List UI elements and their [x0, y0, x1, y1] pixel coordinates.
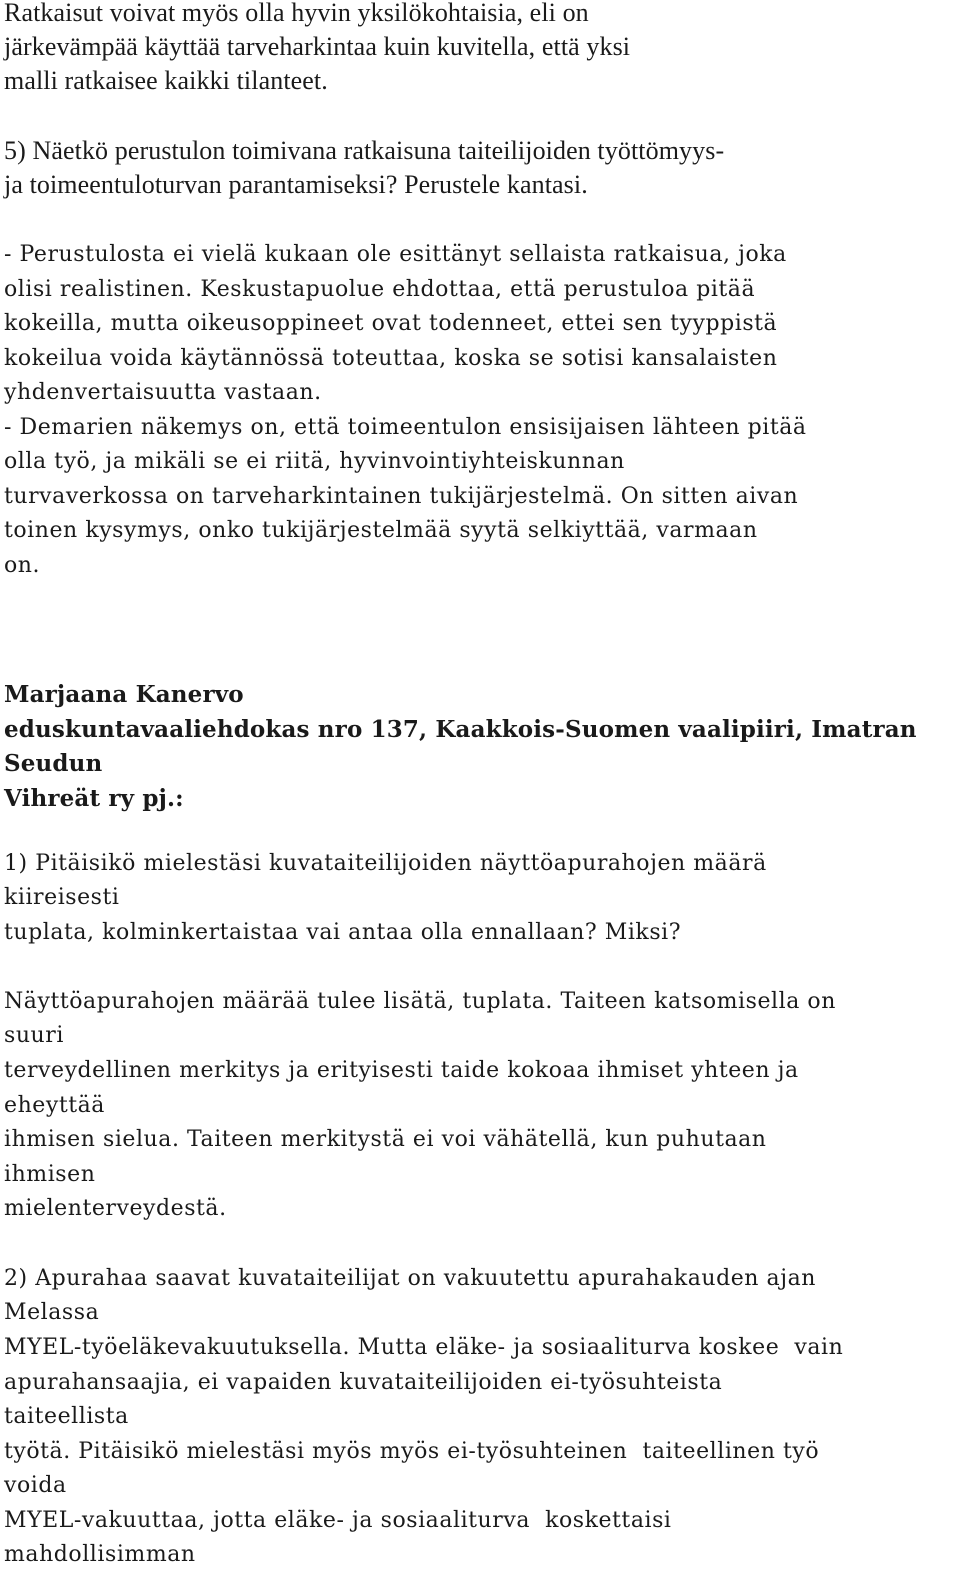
- paragraph-line: malli ratkaisee kaikki tilanteet.: [4, 66, 328, 95]
- answer-5-line: - Perustulosta ei vielä kukaan ole esittänyt sellaista ratkaisua, joka: [4, 242, 787, 267]
- answer-1-line: ihmisen: [4, 1162, 96, 1187]
- question-1-line: tuplata, kolminkertaistaa vai antaa olla ennallaan? Miksi?: [4, 920, 682, 945]
- answer-5-line: olisi realistinen. Keskustapuolue ehdottaa, että perustuloa pitää: [4, 277, 756, 302]
- answer-5-line: olla työ, ja mikäli se ei riitä, hyvinvointiyhteiskunnan: [4, 449, 625, 474]
- question-2-line: Melassa: [4, 1300, 100, 1325]
- answer-1-line: eheyttää: [4, 1093, 105, 1118]
- answer-1-line: Näyttöapurahojen määrää tulee lisätä, tuplata. Taiteen katsomisella on: [4, 989, 836, 1014]
- answer-1-line: mielenterveydestä.: [4, 1196, 227, 1221]
- candidate-title-line: Seudun: [4, 750, 103, 777]
- answer-5-line: yhdenvertaisuutta vastaan.: [4, 380, 322, 405]
- question-1-line: kiireisesti: [4, 885, 120, 910]
- question-2-line: MYEL-työeläkevakuutuksella. Mutta eläke- ja sosiaaliturva koskee vain: [4, 1335, 844, 1360]
- candidate-title-line: Vihreät ry pj.:: [4, 785, 184, 812]
- question-5-line: ja toimeentuloturvan parantamiseksi? Perustele kantasi.: [4, 170, 588, 199]
- candidate-title-line: eduskuntavaaliehdokas nro 137, Kaakkois-Suomen vaalipiiri, Imatran: [4, 716, 917, 743]
- candidate-name: Marjaana Kanervo: [4, 681, 244, 708]
- question-2-line: taiteellista: [4, 1404, 129, 1429]
- question-2-line: MYEL-vakuuttaa, jotta eläke- ja sosiaaliturva koskettaisi: [4, 1508, 672, 1533]
- answer-1-line: suuri: [4, 1023, 64, 1048]
- paragraph-line: järkevämpää käyttää tarveharkintaa kuin kuvitella, että yksi: [4, 32, 631, 61]
- answer-5-line: kokeilla, mutta oikeusoppineet ovat todenneet, ettei sen tyyppistä: [4, 311, 778, 336]
- paragraph-line: Ratkaisut voivat myös olla hyvin yksilökohtaisia, eli on: [4, 0, 589, 27]
- question-2-line: voida: [4, 1473, 67, 1498]
- answer-5-line: on.: [4, 553, 41, 578]
- answer-5-line: kokeilua voida käytännössä toteuttaa, koska se sotisi kansalaisten: [4, 346, 778, 371]
- question-2-line: apurahansaajia, ei vapaiden kuvataiteilijoiden ei-työsuhteista: [4, 1370, 723, 1395]
- answer-5-line: - Demarien näkemys on, että toimeentulon ensisijaisen lähteen pitää: [4, 415, 807, 440]
- question-5-line: 5) Näetkö perustulon toimivana ratkaisuna taiteilijoiden työttömyys-: [4, 136, 725, 165]
- answer-5-line: toinen kysymys, onko tukijärjestelmää syytä selkiyttää, varmaan: [4, 518, 758, 543]
- answer-1-line: terveydellinen merkitys ja erityisesti taide kokoaa ihmiset yhteen ja: [4, 1058, 799, 1083]
- answer-1-line: ihmisen sielua. Taiteen merkitystä ei voi vähätellä, kun puhutaan: [4, 1127, 767, 1152]
- question-2-line: 2) Apurahaa saavat kuvataiteilijat on vakuutettu apurahakauden ajan: [4, 1266, 816, 1291]
- answer-5-line: turvaverkossa on tarveharkintainen tukijärjestelmä. On sitten aivan: [4, 484, 799, 509]
- question-2-line: mahdollisimman: [4, 1542, 196, 1567]
- question-2-line: työtä. Pitäisikö mielestäsi myös myös ei-työsuhteinen taiteellinen työ: [4, 1439, 820, 1464]
- question-1-line: 1) Pitäisikö mielestäsi kuvataiteilijoiden näyttöapurahojen määrä: [4, 851, 767, 876]
